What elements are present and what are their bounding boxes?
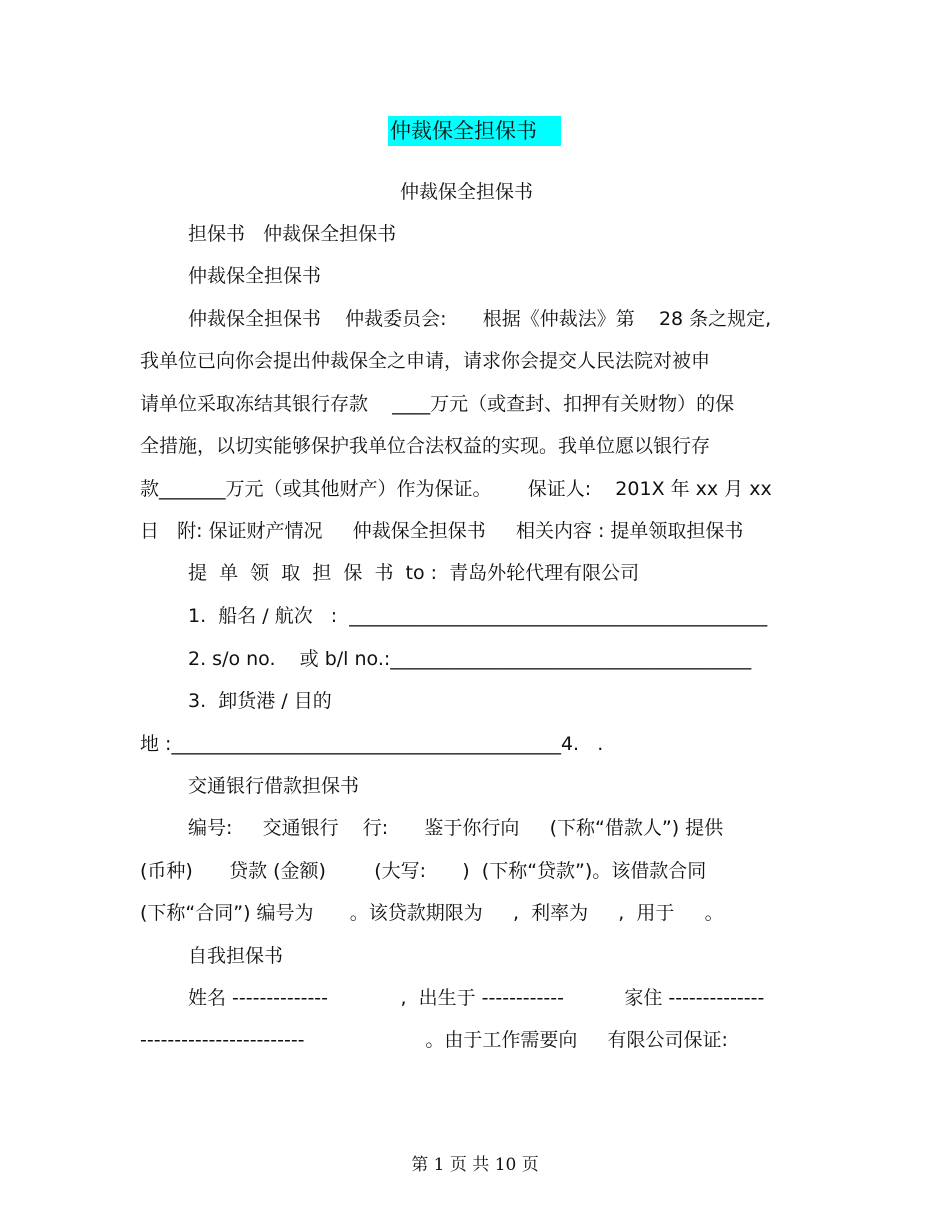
paragraph-line: 仲裁保全担保书 xyxy=(188,265,322,287)
document-title: 仲裁保全担保书 xyxy=(388,116,561,146)
paragraph-line: 全措施，以切实能够保护我单位合法权益的实现。我单位愿以银行存 xyxy=(140,435,711,457)
paragraph-line: (下称“合同”) 编号为 。该贷款期限为 , 利率为 , 用于 。 xyxy=(140,902,724,924)
section-heading: 自我担保书 xyxy=(188,945,284,967)
paragraph-line: 日 附: 保证财产情况 仲裁保全担保书 相关内容 : 提单领取担保书 xyxy=(140,520,744,542)
paragraph-line: 提 单 领 取 担 保 书 to : 青岛外轮代理有限公司 xyxy=(188,562,640,584)
form-field-line: 1. 船名 / 航次 : ____________________________________________ xyxy=(188,605,768,627)
page-footer: 第 1 页 共 10 页 xyxy=(411,1155,539,1175)
paragraph-line: 编号: 交通银行 行: 鉴于你行向 (下称“借款人”) 提供 xyxy=(188,817,724,839)
paragraph-line: 仲裁保全担保书 仲裁委员会: 根据《仲裁法》第 28 条之规定, xyxy=(188,308,772,330)
form-field-line: 3. 卸货港 / 目的 xyxy=(188,690,332,712)
paragraph-line: 款_______万元（或其他财产）作为保证。 保证人: 201X 年 xx 月 xx xyxy=(140,478,772,500)
paragraph-line: 我单位已向你会提出仲裁保全之申请，请求你会提交人民法院对被申 xyxy=(140,350,711,372)
section-heading: 交通银行借款担保书 xyxy=(188,775,360,797)
paragraph-line: 姓名 -------------- , 出生于 ------------ 家住 -------------- xyxy=(188,987,765,1009)
subtitle-line: 仲裁保全担保书 xyxy=(400,181,534,203)
paragraph-line: (币种) 贷款 (金额) (大写: ) (下称“贷款”)。该借款合同 xyxy=(140,860,707,882)
paragraph-line: 担保书 仲裁保全担保书 xyxy=(188,223,397,245)
form-field-line: 地 :_________________________________________4. . xyxy=(140,733,604,755)
paragraph-line: ------------------------ 。由于工作需要向 有限公司保证: xyxy=(140,1029,728,1051)
paragraph-line: 请单位采取冻结其银行存款 ____万元（或查封、扣押有关财物）的保 xyxy=(140,393,735,415)
form-field-line: 2. s/o no. 或 b/l no.:______________________________________ xyxy=(188,648,752,670)
